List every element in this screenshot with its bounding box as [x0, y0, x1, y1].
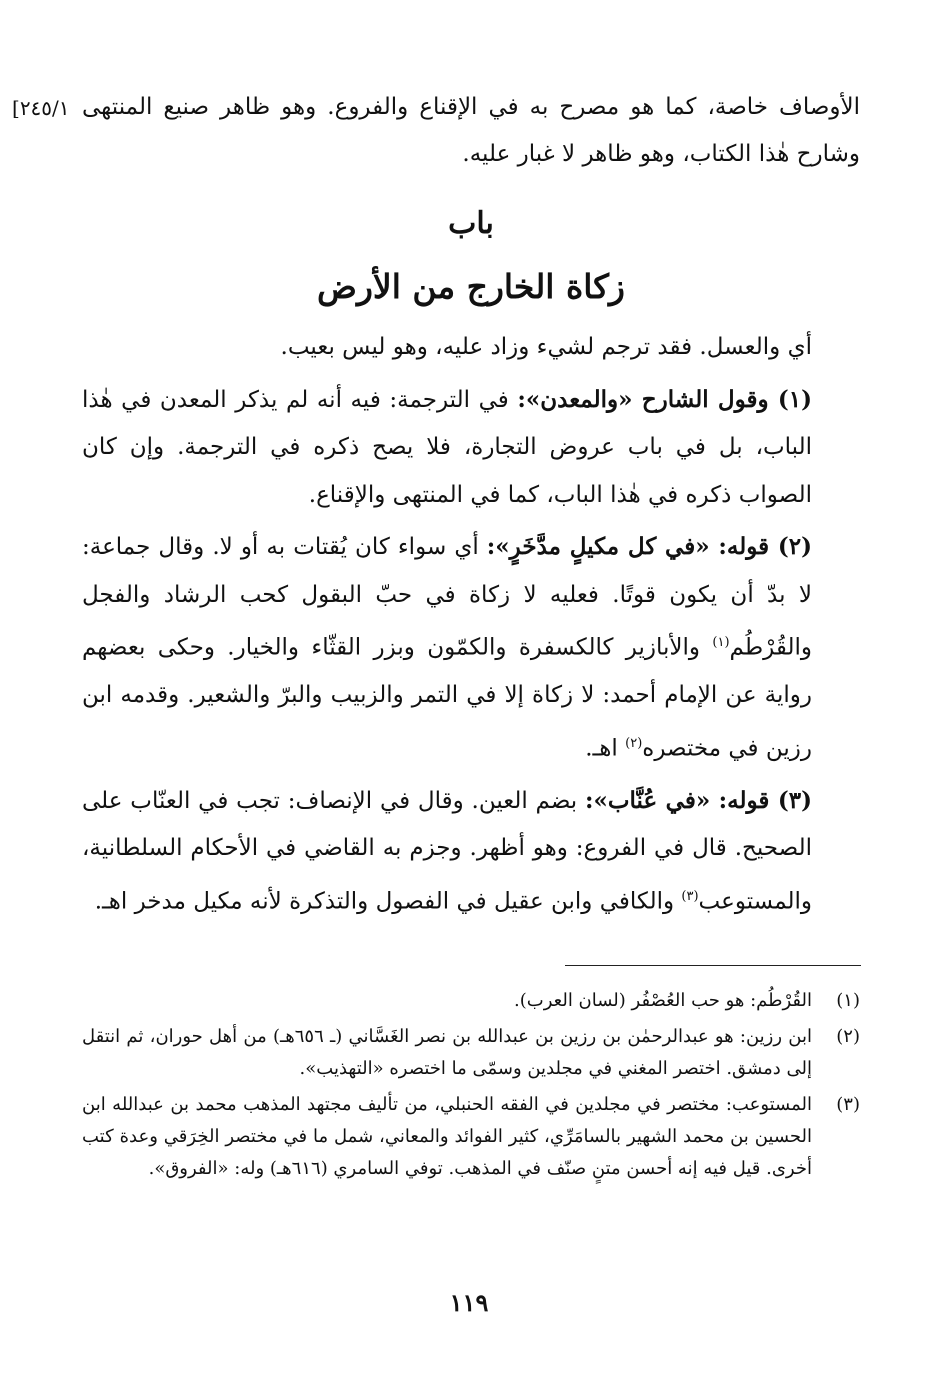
paragraph-2-text-a: أي سواء كان يُقتات به أو لا. وقال جماعة: لا بدّ أن يكون قوتًا. فعليه لا زكاة في حبّ البقول كحب الرشاد والفجل والقُرْطُم: [82, 534, 812, 661]
paragraph-1-lead: (١) وقول الشارح «والمعدن»:: [517, 385, 812, 413]
paragraph-2-text-c: اهـ.: [585, 735, 626, 762]
paragraph-2-text-b: والأبازير كالكسفرة والكمّون وبزر القثّاء والخيار. وحكى بعضهم رواية عن الإمام أحمد: لا زكاة إلا في التمر والزبيب والبرّ والشعير. وقدمه ابن رزين في مختصره: [82, 634, 812, 762]
footnote-marker-3[interactable]: (٣): [681, 888, 699, 904]
paragraph-1: [82, 376, 860, 520]
footnote-1: [82, 985, 860, 1017]
footnote-marker-2[interactable]: (٢): [625, 735, 643, 751]
paragraph-1-text: في الترجمة: فيه أنه لم يذكر المعدن في هٰذا الباب، بل في باب عروض التجارة، فلا يصح ذكره في الترجمة. وإن كان الصواب ذكره في هٰذا الباب، كما في المنتهى والإقناع.: [82, 386, 812, 508]
footnote-3: [82, 1089, 860, 1185]
footnote-2: [82, 1021, 860, 1085]
footnote-number: (٣): [836, 1094, 860, 1115]
paragraph-3-lead: (٣) قوله: «في عُنَّاب»:: [585, 786, 813, 814]
paragraph-3-text-a: بضم العين. وقال في الإنصاف: تجب في العنّاب على الصحيح. قال في الفروع: وهو أظهر. وجزم به القاضي في الأحكام السلطانية، والمستوعب: [82, 787, 812, 915]
footnote-marker-1[interactable]: (١): [712, 635, 730, 650]
page-number: ١١٩: [449, 1288, 489, 1317]
footnote-number: (١): [836, 990, 860, 1011]
chapter-label: باب: [448, 206, 494, 241]
chapter-title: زكاة الخارج من الأرض: [317, 267, 625, 306]
opening-paragraph: أي والعسل. فقد ترجم لشيء وزاد عليه، وهو ليس بعيب.: [280, 334, 812, 360]
paragraph-3-text-b: والكافي وابن عقيل في الفصول والتذكرة لأنه مكيل مدخر اهـ.: [94, 888, 682, 915]
intro-paragraph: الأوصاف خاصة، كما هو مصرح به في الإقناع والفروع. وهو ظاهر صنيع المنتهى وشارح هٰذا الكتاب، وهو ظاهر لا غبار عليه.: [82, 94, 860, 167]
paragraph-2: [82, 523, 860, 773]
margin-reference: [٢٤٥/١: [12, 96, 70, 120]
page-body: [82, 84, 860, 930]
footnote-text: القُرْطُم: هو حب العُصْفُر (لسان العرب).: [514, 990, 812, 1011]
paragraph-2-lead: (٢) قوله: «في كل مكيلٍ مدَّخَرٍ»:: [486, 533, 812, 560]
footnote-number: (٢): [836, 1026, 860, 1047]
footnote-divider: [565, 965, 861, 966]
footnotes: [82, 985, 860, 1189]
footnote-text: ابن رزين: هو عبدالرحمٰن بن رزين بن عبدالله بن نصر الغَسَّاني (ـ ٦٥٦هـ) من أهل حوران، ثم انتقل إلى دمشق. اختصر المغني في مجلدين وسمّى ما اختصره «التهذيب».: [82, 1026, 812, 1079]
paragraph-3: [82, 777, 860, 926]
footnote-text: المستوعب: مختصر في مجلدين في الفقه الحنبلي، من تأليف مجتهد المذهب محمد بن عبدالله ابن الحسين بن محمد الشهير بالسامَرِّي، كثير الفوائد والمعاني، شمل ما في مختصر الخِرَقي وعدة كتب أخرى. قيل فيه إنه أحسن متنٍ صنّف في المذهب. توفي السامري (٦١٦هـ) وله: «الفروق».: [82, 1094, 812, 1179]
